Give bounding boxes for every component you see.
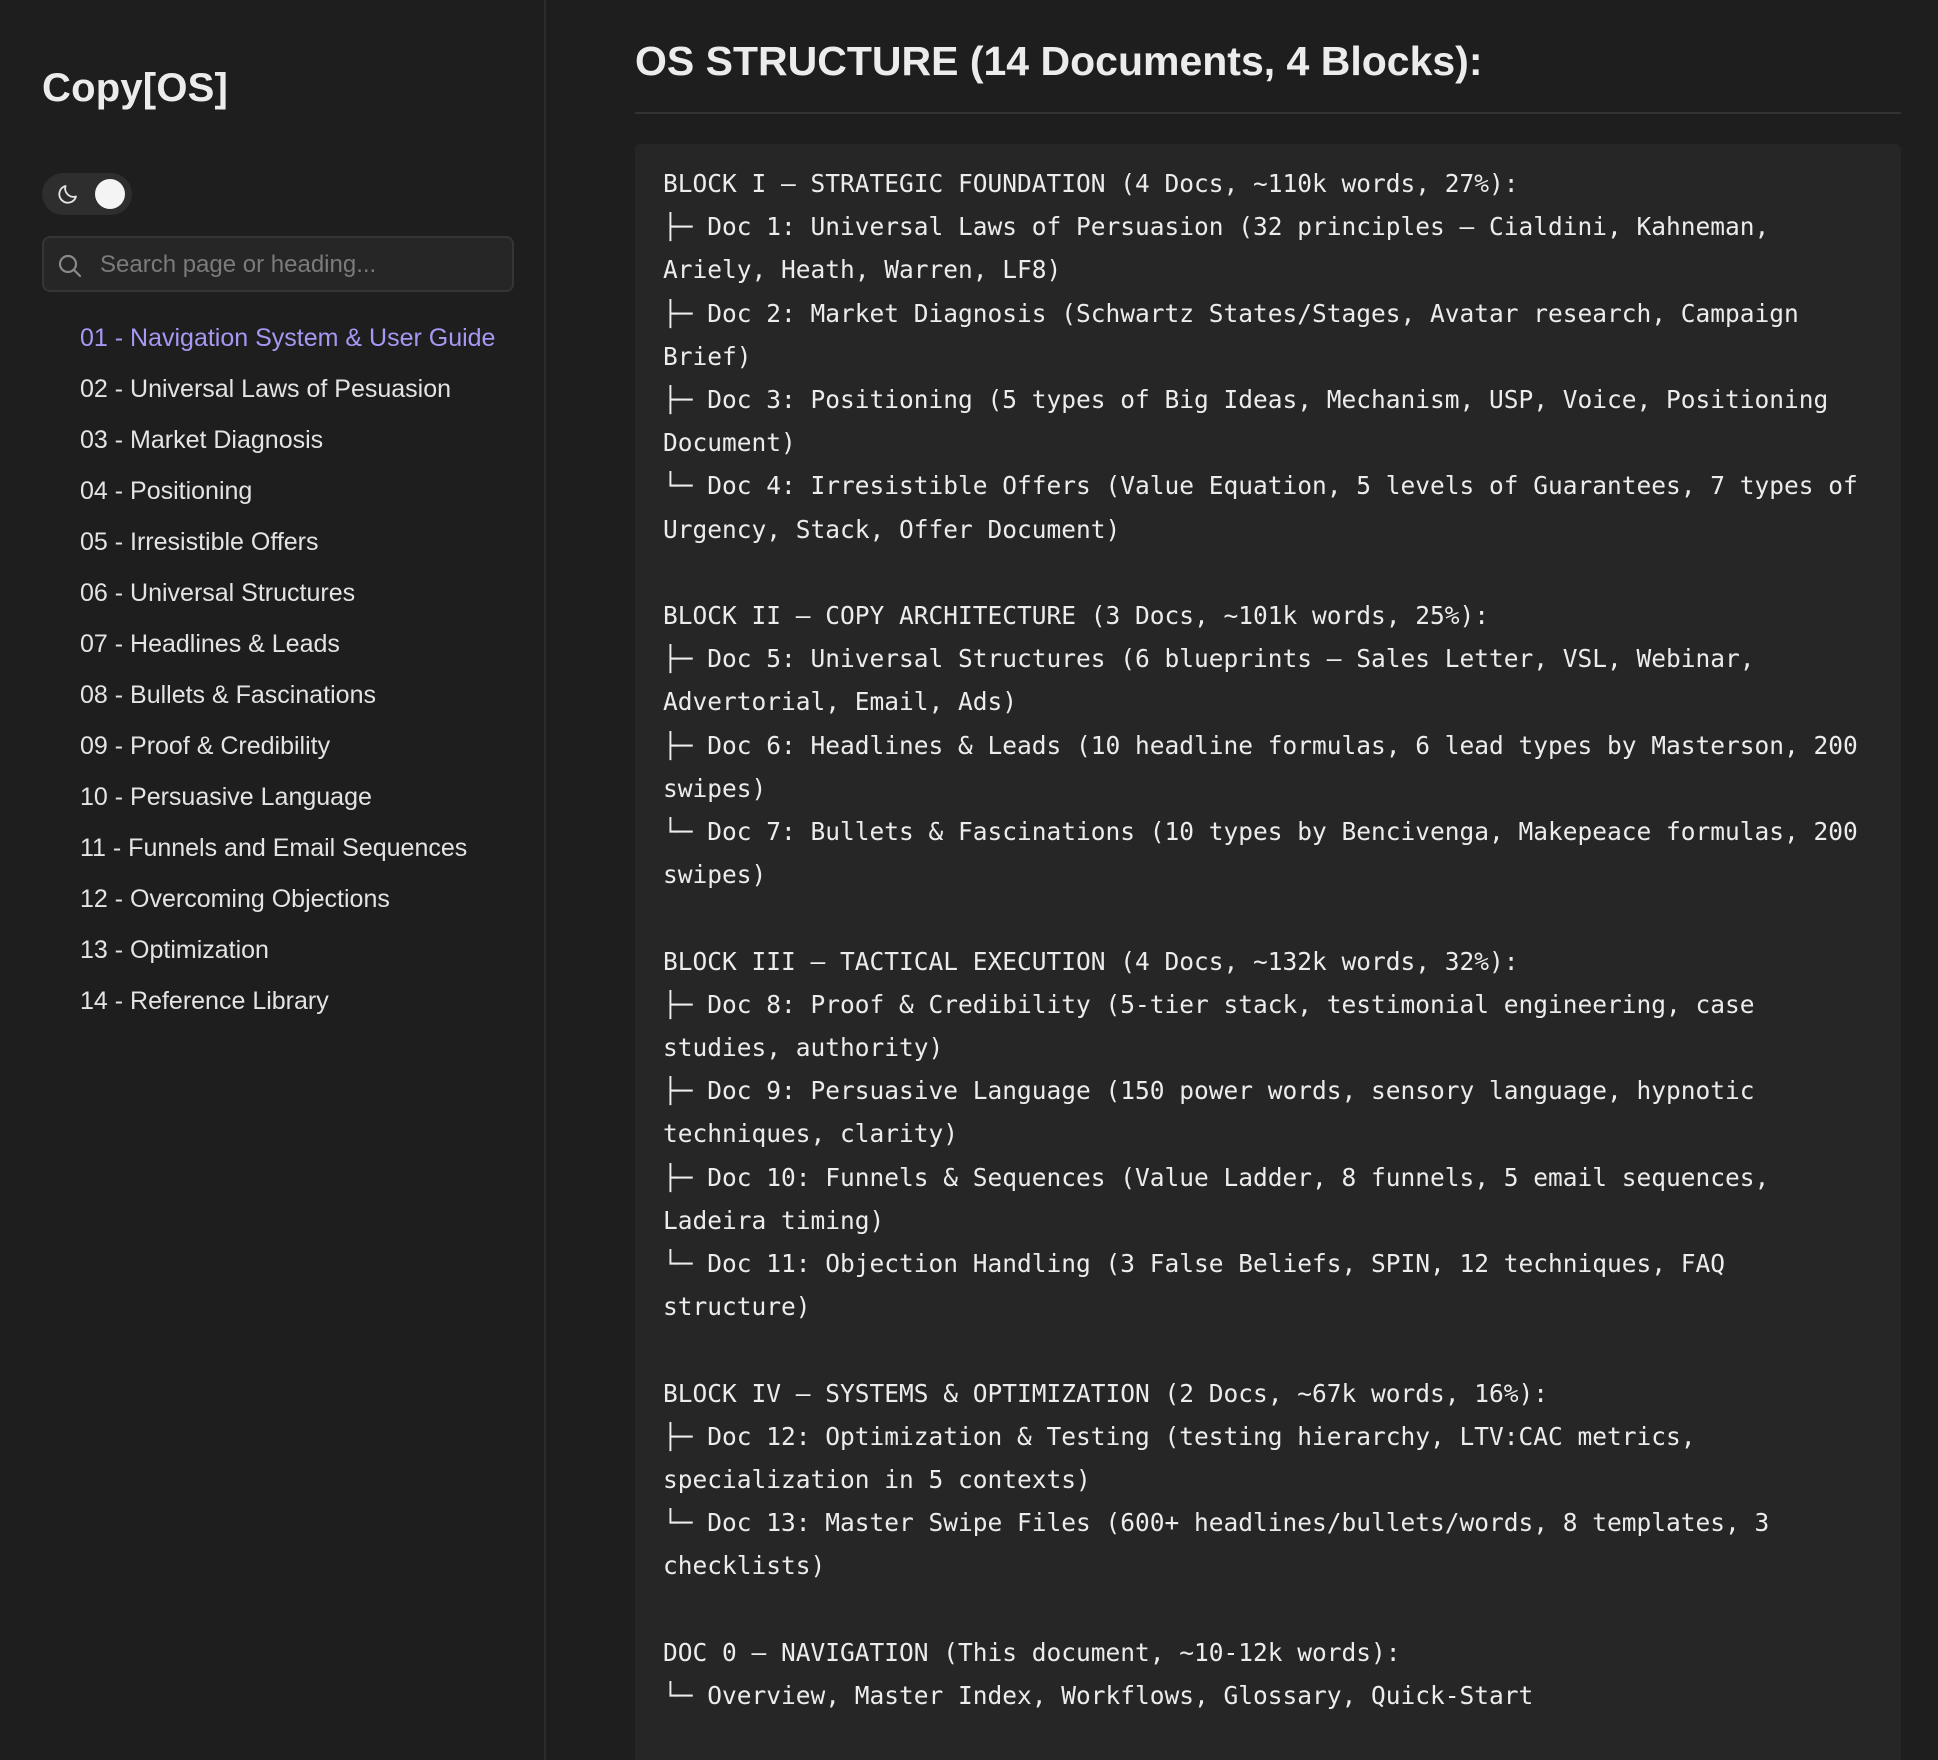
sidebar-item[interactable]: 09 - Proof & Credibility xyxy=(80,732,331,760)
code-line: BLOCK II — COPY ARCHITECTURE (3 Docs, ~101k words, 25%): xyxy=(663,601,1490,631)
sidebar-item[interactable]: 10 - Persuasive Language xyxy=(80,783,372,811)
code-line xyxy=(663,896,1875,939)
code-line: ├─ Doc 3: Positioning (5 types of Big Ideas, Mechanism, USP, Voice, Positioning Document) xyxy=(663,385,1844,458)
code-line: ├─ Doc 8: Proof & Credibility (5-tier stack, testimonial engineering, case studies, authority) xyxy=(663,989,1770,1063)
sidebar-item[interactable]: 01 - Navigation System & User Guide xyxy=(80,324,496,352)
sidebar-item[interactable]: 02 - Universal Laws of Pesuasion xyxy=(80,375,452,403)
theme-toggle[interactable] xyxy=(42,173,132,215)
sidebar-item[interactable]: 12 - Overcoming Objections xyxy=(80,885,390,913)
search-icon xyxy=(56,252,84,280)
code-line xyxy=(663,551,1875,594)
code-line: └─ Doc 11: Objection Handling (3 False Beliefs, SPIN, 12 techniques, FAQ structure) xyxy=(663,1249,1740,1322)
search-box xyxy=(42,236,514,292)
code-line: BLOCK IV — SYSTEMS & OPTIMIZATION (2 Docs, ~67k words, 16%): xyxy=(663,1378,1549,1408)
main-content xyxy=(548,0,1938,1760)
sidebar-item[interactable]: 03 - Market Diagnosis xyxy=(80,426,324,454)
sidebar-item[interactable]: 04 - Positioning xyxy=(80,477,253,505)
sidebar-item[interactable]: 14 - Reference Library xyxy=(80,987,329,1015)
code-line xyxy=(663,1328,1875,1371)
code-line: ├─ Doc 9: Persuasive Language (150 power words, sensory language, hypnotic techniques, clarity) xyxy=(663,1076,1770,1149)
code-line: └─ Overview, Master Index, Workflows, Glossary, Quick-Start xyxy=(663,1681,1534,1711)
moon-icon xyxy=(56,182,80,206)
code-line: └─ Doc 13: Master Swipe Files (600+ headlines/bullets/words, 8 templates, 3 checklists) xyxy=(663,1508,1785,1581)
sidebar-item[interactable]: 07 - Headlines & Leads xyxy=(80,630,340,658)
code-block xyxy=(635,144,1901,1760)
code-line: ├─ Doc 10: Funnels & Sequences (Value Ladder, 8 funnels, 5 email sequences, Ladeira timing) xyxy=(663,1162,1785,1235)
search-input[interactable] xyxy=(98,246,502,284)
code-line: BLOCK III — TACTICAL EXECUTION (4 Docs, ~132k words, 32%): xyxy=(663,946,1519,976)
heading-divider xyxy=(635,112,1901,114)
sidebar-item[interactable]: 11 - Funnels and Email Sequences xyxy=(80,834,468,862)
code-line: BLOCK I — STRATEGIC FOUNDATION (4 Docs, ~110k words, 27%): xyxy=(663,169,1519,198)
toggle-knob xyxy=(95,179,125,209)
sidebar-nav xyxy=(80,318,495,1032)
code-line: └─ Doc 4: Irresistible Offers (Value Equation, 5 levels of Guarantees, 7 types of Urgency, Stack, Offer Document) xyxy=(663,471,1873,544)
code-line: └─ Doc 7: Bullets & Fascinations (10 types by Bencivenga, Makepeace formulas, 200 swipes) xyxy=(663,817,1873,890)
code-line: ├─ Doc 5: Universal Structures (6 blueprints — Sales Letter, VSL, Webinar, Advertorial, Email, Ads) xyxy=(663,644,1770,717)
code-line: ├─ Doc 6: Headlines & Leads (10 headline formulas, 6 lead types by Masterson, 200 swipes) xyxy=(663,730,1873,803)
page-title: OS STRUCTURE (14 Documents, 4 Blocks): xyxy=(635,38,1483,84)
code-line: ├─ Doc 2: Market Diagnosis (Schwartz States/Stages, Avatar research, Campaign Brief) xyxy=(663,298,1814,371)
sidebar-item[interactable]: 08 - Bullets & Fascinations xyxy=(80,681,376,709)
code-line: ├─ Doc 1: Universal Laws of Persuasion (32 principles — Cialdini, Kahneman, Ariely, Heath, Warren, LF8) xyxy=(663,212,1785,285)
code-line xyxy=(663,1588,1875,1631)
sidebar xyxy=(0,0,546,1760)
code-line: ├─ Doc 12: Optimization & Testing (testing hierarchy, LTV:CAC metrics, specialization in 5 contexts) xyxy=(663,1421,1711,1495)
sidebar-item[interactable]: 05 - Irresistible Offers xyxy=(80,528,319,556)
app-title[interactable]: Copy[OS] xyxy=(42,66,229,110)
sidebar-item[interactable]: 06 - Universal Structures xyxy=(80,579,356,607)
sidebar-item[interactable]: 13 - Optimization xyxy=(80,936,269,964)
code-line: DOC 0 — NAVIGATION (This document, ~10-12k words): xyxy=(663,1637,1401,1667)
